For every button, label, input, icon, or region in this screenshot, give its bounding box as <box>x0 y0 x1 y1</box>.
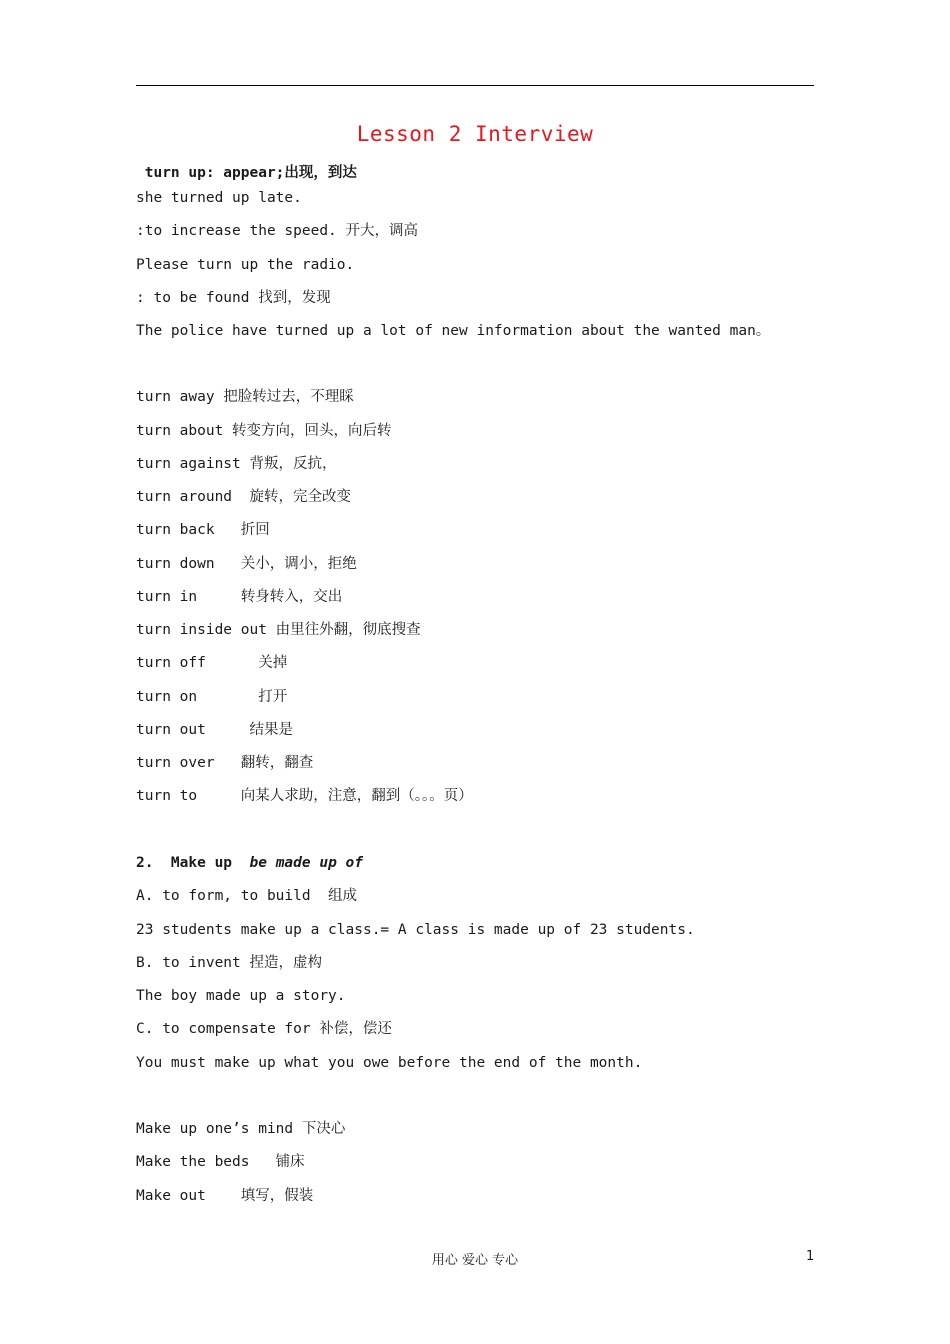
text-line: 23 students make up a class.= A class is made up of 23 students. <box>136 922 695 938</box>
phrase-item: Make up one’s mind 下决心 <box>136 1121 346 1137</box>
section2-heading-italic: be made up of <box>249 855 363 871</box>
phrase-item: Make out 填写，假装 <box>136 1188 314 1204</box>
footer-text: 用心 爱心 专心 <box>431 1253 519 1268</box>
phrase-item: turn inside out 由里往外翻，彻底搜查 <box>136 622 421 638</box>
text-line: : to be found 找到，发现 <box>136 290 331 306</box>
section2-heading <box>136 853 363 873</box>
phrase-item: turn off 关掉 <box>136 655 288 671</box>
phrase-item: turn back 折回 <box>136 522 270 538</box>
header-rule <box>136 85 814 86</box>
text-line: she turned up late. <box>136 190 302 206</box>
text-line: C. to compensate for 补偿，偿还 <box>136 1021 392 1037</box>
text-line: The boy made up a story. <box>136 988 346 1004</box>
text-line: The police have turned up a lot of new information about the wanted man。 <box>136 323 771 339</box>
text-line: B. to invent 捏造，虚构 <box>136 955 322 971</box>
phrase-item: turn on 打开 <box>136 689 288 705</box>
phrase-item: turn over 翻转，翻查 <box>136 755 314 771</box>
phrase-item: turn out 结果是 <box>136 722 293 738</box>
phrase-item: turn in 转身转入，交出 <box>136 589 343 605</box>
phrase-item: turn about 转变方向，回头，向后转 <box>136 423 392 439</box>
text-line: Please turn up the radio. <box>136 257 355 273</box>
phrase-item: turn around 旋转，完全改变 <box>136 489 351 505</box>
phrase-item: turn against 背叛，反抗， <box>136 456 337 472</box>
page-title: Lesson 2 Interview <box>356 122 594 146</box>
phrase-item: turn down 关小，调小，拒绝 <box>136 556 357 572</box>
phrase-item: turn away 把脸转过去，不理睬 <box>136 389 354 405</box>
text-line: You must make up what you owe before the end of the month. <box>136 1055 643 1071</box>
page-number: 1 <box>806 1249 815 1264</box>
text-line: :to increase the speed. 开大，调高 <box>136 223 419 239</box>
section2-heading-main: 2. Make up <box>136 855 250 871</box>
text-line: A. to form, to build 组成 <box>136 888 358 904</box>
section1-heading: turn up: appear;出现，到达 <box>136 165 357 181</box>
phrase-item: Make the beds 铺床 <box>136 1154 305 1170</box>
phrase-item: turn to 向某人求助，注意，翻到（。。。页） <box>136 788 473 804</box>
